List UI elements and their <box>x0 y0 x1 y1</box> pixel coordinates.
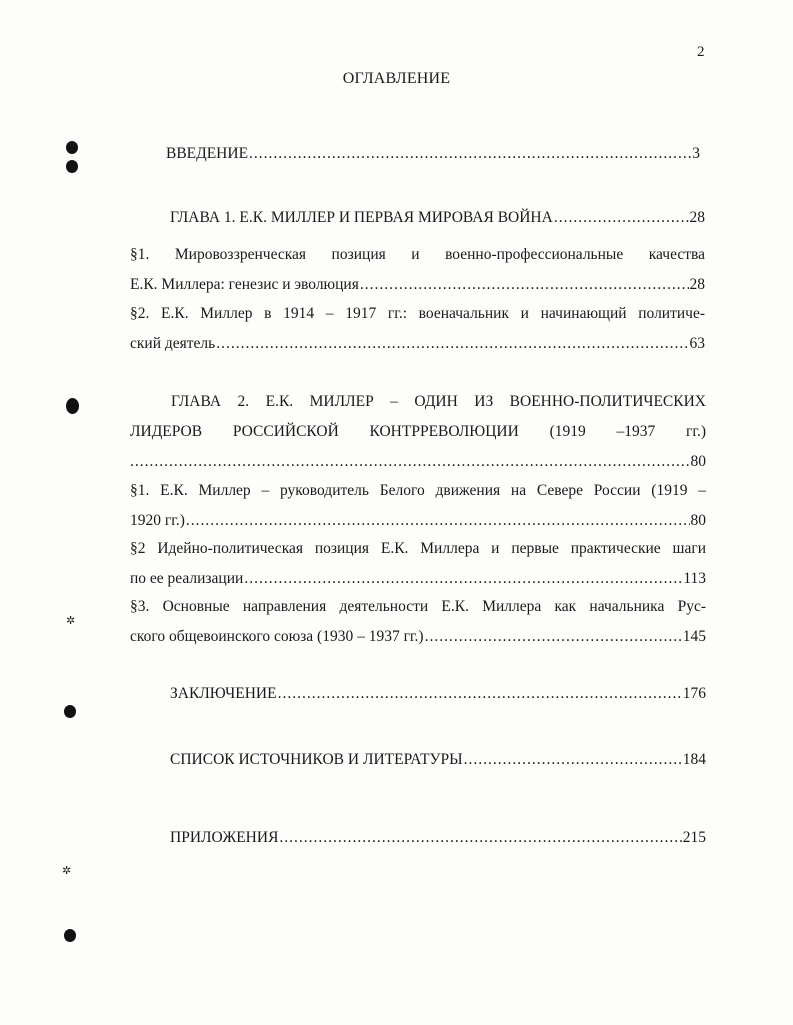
toc-entry-text: §2 Идейно-политическая позиция Е.К. Миллера и первые практические шаги <box>130 540 706 557</box>
toc-entry-label: ПРИЛОЖЕНИЯ <box>170 829 279 846</box>
toc-entry-text: по ее реализации <box>130 570 244 587</box>
toc-entry-chapter-2-section-1[interactable] <box>130 476 706 536</box>
scan-speck: ✲ <box>66 615 76 627</box>
toc-entry-page: 80 <box>690 512 706 529</box>
toc-entry-chapter-2-section-3[interactable] <box>130 592 706 652</box>
toc-entry-text: Е.К. Миллера: генезис и эволюция <box>130 276 359 293</box>
toc-entry-sources[interactable] <box>170 745 706 775</box>
scan-speck: ✲ <box>62 865 72 877</box>
toc-entry-text: §3. Основные направления деятельности Е.К. Миллера как начальника Рус- <box>130 598 706 615</box>
punch-hole <box>66 141 78 154</box>
toc-entry-page: 63 <box>689 335 705 352</box>
toc-entry-page: 28 <box>689 276 705 293</box>
dot-leader <box>249 139 691 169</box>
toc-entry-introduction[interactable] <box>166 139 700 169</box>
toc-entry-chapter-1[interactable] <box>170 203 705 233</box>
toc-entry-page: 145 <box>682 628 706 645</box>
dot-leader <box>216 329 688 359</box>
toc-entry-chapter-1-section-1[interactable] <box>130 240 705 300</box>
toc-entry-page: 184 <box>682 751 706 768</box>
dot-leader <box>186 506 690 536</box>
punch-hole <box>64 705 76 718</box>
toc-entry-chapter-2[interactable] <box>130 387 706 477</box>
toc-entry-appendix[interactable] <box>170 823 706 853</box>
punch-hole <box>66 398 79 414</box>
toc-entry-text: ского общевоинского союза (1930 – 1937 гг.) <box>130 628 424 645</box>
toc-entry-page: 215 <box>682 829 706 846</box>
dot-leader <box>279 823 681 853</box>
toc-entry-page: 28 <box>689 209 705 226</box>
dot-leader <box>360 270 689 300</box>
toc-entry-text: ГЛАВА 2. Е.К. МИЛЛЕР – ОДИН ИЗ ВОЕННО-ПОЛИТИЧЕСКИХ <box>171 393 706 410</box>
toc-entry-text: §1. Мировоззренческая позиция и военно-профессиональные качества <box>130 246 705 263</box>
toc-entry-page: 3 <box>692 145 700 162</box>
dot-leader <box>244 564 682 594</box>
toc-entry-label: ЗАКЛЮЧЕНИЕ <box>170 685 277 702</box>
dot-leader <box>278 679 682 709</box>
toc-entry-page: 176 <box>682 685 706 702</box>
toc-entry-text: ЛИДЕРОВ РОССИЙСКОЙ КОНТРРЕВОЛЮЦИИ (1919 –1937 гг.) <box>130 423 706 440</box>
dot-leader <box>130 447 690 477</box>
punch-hole <box>64 929 76 942</box>
page-title: ОГЛАВЛЕНИЕ <box>342 70 451 87</box>
toc-entry-text: §2. Е.К. Миллер в 1914 – 1917 гг.: военачальник и начинающий политиче- <box>130 305 705 322</box>
toc-entry-page: 80 <box>690 453 706 470</box>
punch-hole <box>66 160 78 173</box>
toc-entry-chapter-2-section-2[interactable] <box>130 534 706 594</box>
toc-entry-text: §1. Е.К. Миллер – руководитель Белого движения на Севере России (1919 – <box>130 482 706 499</box>
toc-entry-label: СПИСОК ИСТОЧНИКОВ И ЛИТЕРАТУРЫ <box>170 751 463 768</box>
toc-entry-page: 113 <box>683 570 706 587</box>
dot-leader <box>425 622 682 652</box>
dot-leader <box>554 203 689 233</box>
toc-entry-label: ГЛАВА 1. Е.К. МИЛЛЕР И ПЕРВАЯ МИРОВАЯ ВОЙНА <box>170 209 553 226</box>
page-number: 2 <box>697 44 705 60</box>
dot-leader <box>464 745 682 775</box>
toc-entry-text: ский деятель <box>130 335 216 352</box>
toc-entry-conclusion[interactable] <box>170 679 706 709</box>
toc-entry-text: 1920 гг.) <box>130 512 185 529</box>
toc-entry-label: ВВЕДЕНИЕ <box>166 145 249 162</box>
toc-entry-chapter-1-section-2[interactable] <box>130 299 705 359</box>
